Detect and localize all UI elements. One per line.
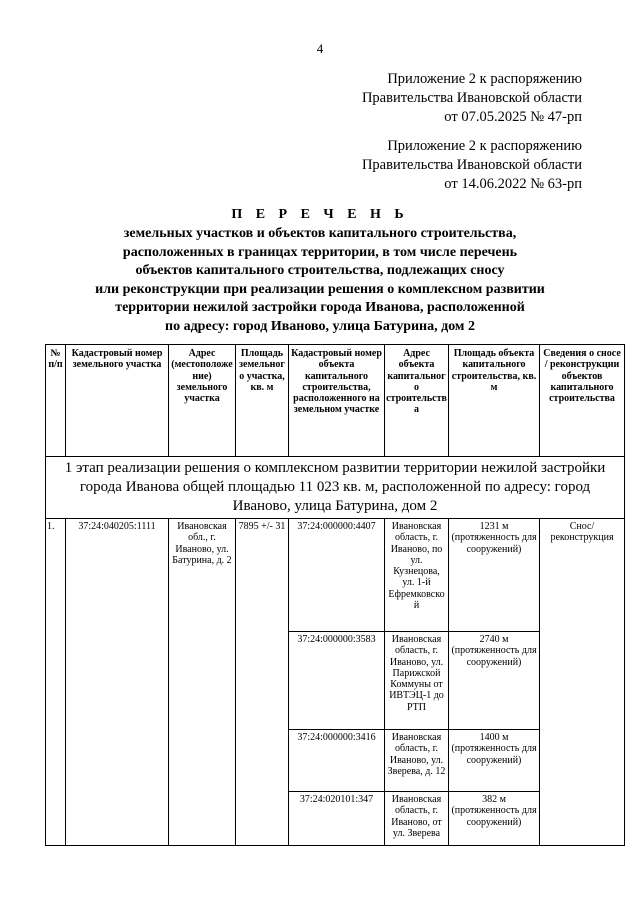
cell-parcel-area: 7895 +/- 31: [236, 519, 289, 846]
cell-object-cadastral: 37:24:020101:347: [289, 792, 385, 846]
cell-object-cadastral: 37:24:000000:4407: [289, 519, 385, 632]
appendix-line: от 07.05.2025 № 47-рп: [444, 109, 582, 125]
subtitle-line: расположенных в границах территории, в том числе перечень: [122, 244, 518, 260]
header-cell-object-cadastral: Кадастровый номер объекта капитального строительства, расположенного на земельном участке: [289, 345, 385, 457]
header-cell-parcel-address: Адрес (местоположение) земельного участка: [169, 345, 236, 457]
header-cell-action: Сведения о сносе / реконструкции объектов капитального строительства: [540, 345, 625, 457]
appendix-line: от 14.06.2022 № 63-рп: [444, 176, 582, 192]
header-cell-parcel-area: Площадь земельного участка, кв. м: [236, 345, 289, 457]
cell-object-area: 382 м (протяженность для сооружений): [449, 792, 540, 846]
header-cell-object-area: Площадь объекта капитального строительства, кв. м: [449, 345, 540, 457]
cell-object-area: 1400 м (протяженность для сооружений): [449, 730, 540, 792]
cell-parcel-address: Ивановская обл., г. Иваново, ул. Батурина, д. 2: [169, 519, 236, 846]
subtitle-line: по адресу: город Иваново, улица Батурина, дом 2: [165, 318, 475, 334]
document-subtitle: [70, 225, 570, 336]
cell-object-address: Ивановская область, г. Иваново, ул. Парижской Коммуны от ИВТЭЦ-1 до РТП: [385, 632, 449, 730]
stage-cell: 1 этап реализации решения о комплексном развитии территории нежилой застройки города Иванова общей площадью 11 023 кв. м, расположенной по адресу: город Иваново, улица Батурина, дом 2: [46, 457, 625, 519]
header-cell-parcel-cadastral: Кадастровый номер земельного участка: [66, 345, 169, 457]
page-number: 4: [316, 41, 324, 56]
cell-action: Снос/ реконструкция: [540, 519, 625, 846]
cell-object-cadastral: 37:24:000000:3583: [289, 632, 385, 730]
table-header-row: [46, 345, 625, 457]
appendix-line: Приложение 2 к распоряжению: [387, 138, 582, 154]
subtitle-line: территории нежилой застройки города Иванова, расположенной: [115, 300, 525, 315]
appendix-line: Правительства Ивановской области: [361, 90, 582, 106]
cell-parcel-cadastral: 37:24:040205:1111: [66, 519, 169, 846]
cell-object-address: Ивановская область, г. Иваново, по ул. Кузнецова, ул. 1-й Ефремковской: [385, 519, 449, 632]
cell-object-area: 2740 м (протяженность для сооружений): [449, 632, 540, 730]
appendix-previous: [362, 137, 582, 194]
cell-object-cadastral: 37:24:000000:3416: [289, 730, 385, 792]
appendix-line: Правительства Ивановской области: [361, 157, 582, 173]
stage-row: [46, 457, 625, 519]
document-title: П Е Р Е Ч Е Н Ь: [231, 207, 409, 222]
cell-object-address: Ивановская область, г. Иваново, от ул. Зверева: [385, 792, 449, 846]
subtitle-line: объектов капитального строительства, подлежащих сносу: [135, 263, 505, 278]
subtitle-line: или реконструкции при реализации решения о комплексном развитии: [95, 281, 545, 297]
header-cell-number: № п/п: [46, 345, 66, 457]
registry-table: [45, 344, 625, 846]
appendix-line: Приложение 2 к распоряжению: [387, 71, 582, 87]
cell-object-address: Ивановская область, г. Иваново, ул. Зверева, д. 12: [385, 730, 449, 792]
subtitle-line: земельных участков и объектов капитального строительства,: [123, 226, 517, 241]
cell-object-area: 1231 м (протяженность для сооружений): [449, 519, 540, 632]
cell-number: 1.: [46, 519, 66, 846]
header-cell-object-address: Адрес объекта капитального строительства: [385, 345, 449, 457]
appendix-current: [362, 70, 582, 127]
table-row: [46, 519, 625, 632]
